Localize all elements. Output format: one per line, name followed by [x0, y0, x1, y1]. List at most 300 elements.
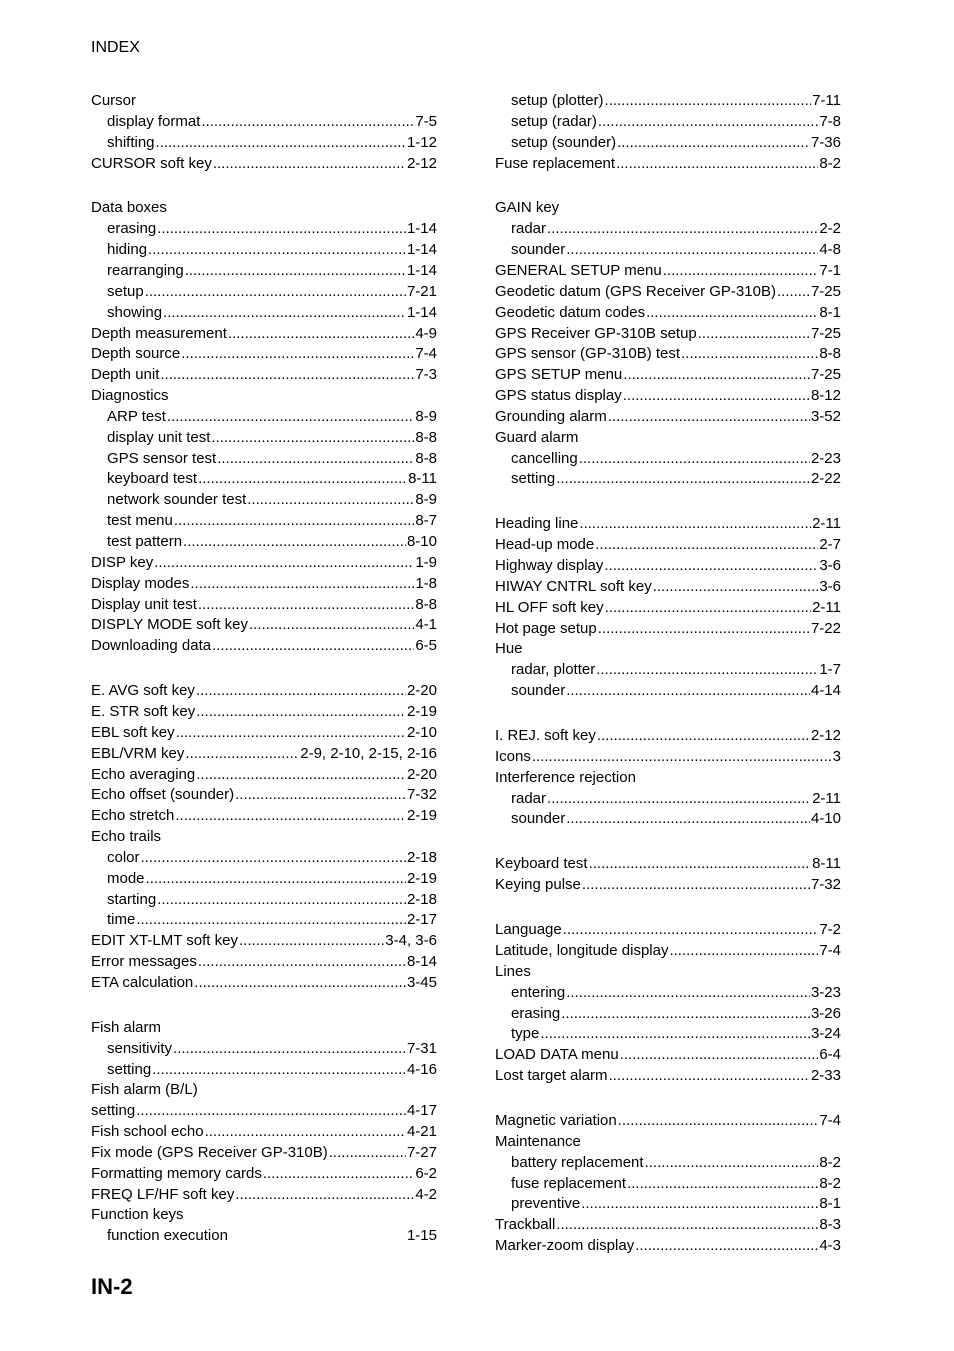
entry-term: Error messages — [91, 953, 197, 971]
entry-page-ref: 3-24 — [810, 1025, 841, 1043]
entry-term: GPS status display — [495, 387, 622, 405]
entry-term: GPS sensor (GP-310B) test — [495, 345, 681, 363]
index-subentry — [495, 219, 841, 240]
dot-leader — [556, 1215, 818, 1236]
dot-leader — [239, 931, 384, 952]
dot-leader — [596, 660, 818, 681]
index-entry — [91, 324, 437, 345]
entry-page-ref: 8-8 — [415, 449, 437, 467]
index-entry — [91, 827, 437, 848]
index-entry — [91, 154, 437, 175]
entry-term: EDIT XT-LMT soft key — [91, 932, 238, 950]
entry-page-ref: 4-21 — [406, 1123, 437, 1141]
entry-term: sensitivity — [107, 1039, 173, 1057]
index-entry — [495, 1045, 841, 1066]
dot-leader — [547, 789, 811, 810]
dot-leader — [556, 469, 810, 490]
entry-term: Hot page setup — [495, 619, 597, 637]
index-column-left — [91, 91, 437, 1247]
entry-term: Keyboard test — [495, 855, 588, 873]
index-subentry — [91, 133, 437, 154]
dot-leader — [196, 765, 406, 786]
index-entry — [91, 636, 437, 657]
entry-term: setup (radar) — [511, 112, 597, 130]
dot-leader — [136, 1101, 406, 1122]
index-subentry — [91, 219, 437, 240]
entry-page-ref: 2-19 — [406, 702, 437, 720]
index-subentry — [91, 1226, 437, 1247]
index-entry — [495, 344, 841, 365]
dot-leader — [217, 449, 414, 470]
dot-leader — [669, 941, 818, 962]
dot-leader — [183, 532, 406, 553]
entry-page-ref: 4-1 — [415, 616, 437, 634]
entry-term: EBL soft key — [91, 723, 175, 741]
entry-page-ref: 2-18 — [406, 890, 437, 908]
index-subentry — [495, 809, 841, 830]
dot-leader — [618, 1111, 819, 1132]
entry-term: GPS SETUP menu — [495, 366, 623, 384]
index-subentry — [495, 789, 841, 810]
dot-leader — [185, 744, 299, 765]
index-subentry — [495, 1194, 841, 1215]
entry-page-ref: 6-5 — [415, 637, 437, 655]
dot-leader — [235, 785, 406, 806]
entry-term: test pattern — [107, 532, 183, 550]
entry-term: Icons — [495, 747, 531, 765]
dot-leader — [211, 428, 414, 449]
entry-term: network sounder test — [107, 491, 247, 509]
entry-term: mode — [107, 869, 145, 887]
entry-term: Fish alarm (B/L) — [91, 1081, 198, 1099]
entry-term: setup — [107, 282, 144, 300]
index-subentry — [91, 910, 437, 931]
index-subentry — [495, 112, 841, 133]
section-gap — [495, 490, 841, 514]
entry-term: display unit test — [107, 428, 211, 446]
index-entry — [91, 595, 437, 616]
index-entry — [91, 615, 437, 636]
entry-term: Function keys — [91, 1206, 184, 1224]
entry-term: I. REJ. soft key — [495, 727, 596, 745]
entry-page-ref: 7-4 — [415, 345, 437, 363]
entry-page-ref: 7-22 — [810, 619, 841, 637]
entry-term: Display modes — [91, 574, 190, 592]
dot-leader — [605, 91, 812, 112]
entry-term: Echo stretch — [91, 807, 175, 825]
entry-page-ref: 2-17 — [406, 911, 437, 929]
page-number: IN-2 — [91, 1274, 133, 1299]
entry-page-ref: 3 — [832, 747, 841, 765]
entry-term: radar, plotter — [511, 661, 596, 679]
index-entry — [495, 1132, 841, 1153]
index-subentry — [91, 1039, 437, 1060]
entry-page-ref: 4-10 — [810, 810, 841, 828]
entry-page-ref: 8-7 — [415, 512, 437, 530]
entry-term: Depth unit — [91, 366, 160, 384]
dot-leader — [623, 365, 810, 386]
entry-term: battery replacement — [511, 1153, 644, 1171]
index-entry — [495, 639, 841, 660]
entry-page-ref: 3-52 — [810, 407, 841, 425]
index-entry — [495, 1111, 841, 1132]
dot-leader — [698, 324, 810, 345]
entry-term: color — [107, 848, 140, 866]
entry-term: entering — [511, 983, 566, 1001]
entry-page-ref: 7-31 — [406, 1039, 437, 1057]
entry-page-ref: 2-12 — [810, 727, 841, 745]
entry-term: Magnetic variation — [495, 1112, 617, 1129]
index-entry — [91, 723, 437, 744]
entry-term: Language — [495, 921, 562, 939]
index-entry — [495, 619, 841, 640]
index-entry — [495, 1066, 841, 1087]
entry-term: Depth source — [91, 345, 181, 363]
entry-term: HL OFF soft key — [495, 598, 604, 616]
entry-page-ref: 3-4, 3-6 — [385, 932, 437, 950]
entry-term: Cursor — [91, 92, 137, 109]
entry-page-ref: 2-7 — [819, 536, 841, 554]
dot-leader — [160, 365, 414, 386]
entry-term: Fish alarm — [91, 1018, 162, 1036]
dot-leader — [157, 219, 406, 240]
index-subentry — [91, 112, 437, 133]
dot-leader — [566, 809, 810, 830]
entry-page-ref: 1-14 — [406, 220, 437, 238]
entry-term: setting — [91, 1102, 136, 1120]
index-subentry — [91, 240, 437, 261]
entry-term: HIWAY CNTRL soft key — [495, 577, 652, 595]
index-entry — [495, 598, 841, 619]
index-entry — [91, 765, 437, 786]
entry-term: Echo offset (sounder) — [91, 786, 235, 804]
dot-leader — [616, 154, 818, 175]
index-subentry — [495, 1024, 841, 1045]
section-gap — [495, 702, 841, 726]
dot-leader — [163, 303, 406, 324]
dot-leader — [196, 702, 406, 723]
entry-term: rearranging — [107, 262, 184, 279]
dot-leader — [157, 890, 406, 911]
entry-page-ref: 8-2 — [819, 154, 841, 172]
dot-leader — [566, 240, 818, 261]
entry-page-ref: 2-11 — [812, 789, 841, 807]
entry-page-ref: 8-1 — [819, 303, 841, 321]
entry-page-ref: 2-20 — [406, 682, 437, 700]
dot-leader — [597, 726, 810, 747]
index-entry — [495, 154, 841, 175]
entry-term: Lines — [495, 962, 531, 980]
dot-leader — [598, 112, 818, 133]
entry-page-ref: 2-2 — [819, 220, 841, 238]
entry-term: GPS Receiver GP-310B setup — [495, 324, 697, 342]
entry-term: shifting — [107, 133, 155, 151]
entry-term: Geodetic datum codes — [495, 303, 646, 321]
entry-term: GAIN key — [495, 199, 560, 217]
entry-term: GENERAL SETUP menu — [495, 262, 662, 279]
index-entry — [495, 198, 841, 219]
entry-page-ref: 7-27 — [406, 1143, 437, 1161]
dot-leader — [249, 615, 414, 636]
index-subentry — [91, 848, 437, 869]
entry-page-ref: 1-14 — [406, 262, 437, 279]
index-entry — [495, 556, 841, 577]
section-gap — [91, 657, 437, 681]
index-subentry — [91, 428, 437, 449]
entry-term: ETA calculation — [91, 973, 194, 991]
entry-term: Echo trails — [91, 828, 162, 846]
entry-term: Echo averaging — [91, 765, 196, 783]
entry-term: Fish school echo — [91, 1123, 204, 1141]
entry-page-ref: 7-11 — [812, 92, 841, 109]
dot-leader — [176, 723, 406, 744]
index-entry — [91, 1101, 437, 1122]
index-entry — [495, 261, 841, 282]
index-entry — [495, 962, 841, 983]
entry-page-ref: 1-14 — [406, 241, 437, 259]
dot-leader — [174, 511, 414, 532]
entry-page-ref: 7-5 — [415, 112, 437, 130]
index-entry — [495, 1236, 841, 1257]
dot-leader — [582, 875, 810, 896]
entry-page-ref: 8-10 — [406, 532, 437, 550]
entry-page-ref: 8-3 — [819, 1216, 841, 1234]
dot-leader — [620, 1045, 819, 1066]
dot-leader — [152, 1060, 406, 1081]
index-entry — [495, 535, 841, 556]
entry-term: Diagnostics — [91, 387, 169, 405]
dot-leader — [635, 1236, 818, 1257]
index-subentry — [495, 449, 841, 470]
entry-term: LOAD DATA menu — [495, 1046, 619, 1064]
index-subentry — [91, 469, 437, 490]
dot-leader — [566, 681, 810, 702]
entry-page-ref: 8-14 — [406, 953, 437, 971]
index-entry — [91, 344, 437, 365]
entry-term: Marker-zoom display — [495, 1237, 635, 1255]
index-entry — [495, 726, 841, 747]
index-subentry — [495, 133, 841, 154]
entry-page-ref: 2-9, 2-10, 2-15, 2-16 — [300, 744, 437, 762]
dot-leader — [547, 219, 818, 240]
index-entry — [91, 365, 437, 386]
index-entry — [495, 920, 841, 941]
entry-term: fuse replacement — [511, 1174, 627, 1192]
dot-leader — [609, 1066, 810, 1087]
entry-term: type — [511, 1025, 540, 1043]
dot-leader — [566, 983, 810, 1004]
entry-term: Guard alarm — [495, 428, 579, 446]
dot-leader — [579, 449, 810, 470]
index-entry — [91, 574, 437, 595]
index-entry — [91, 785, 437, 806]
index-subentry — [91, 303, 437, 324]
entry-page-ref: 7-25 — [810, 366, 841, 384]
entry-page-ref: 8-2 — [819, 1153, 841, 1171]
entry-term: Fix mode (GPS Receiver GP-310B) — [91, 1143, 328, 1161]
index-subentry — [495, 1004, 841, 1025]
entry-page-ref: 2-23 — [810, 449, 841, 467]
entry-term: preventive — [511, 1195, 581, 1213]
dot-leader — [156, 133, 406, 154]
entry-page-ref: 4-3 — [819, 1237, 841, 1255]
entry-page-ref: 3-23 — [810, 983, 841, 1001]
index-subentry — [91, 869, 437, 890]
index-entry — [91, 1185, 437, 1206]
index-entry — [91, 744, 437, 765]
entry-term: erasing — [107, 220, 157, 238]
dot-leader — [154, 553, 414, 574]
entry-term: DISPLY MODE soft key — [91, 616, 248, 634]
index-entry — [91, 931, 437, 952]
entry-term: keyboard test — [107, 470, 198, 488]
entry-term: cancelling — [511, 449, 578, 467]
entry-page-ref: 3-6 — [819, 557, 841, 575]
entry-page-ref: 8-9 — [415, 407, 437, 425]
entry-term: radar — [511, 789, 547, 807]
index-entry — [91, 681, 437, 702]
entry-term: setting — [107, 1060, 152, 1078]
entry-page-ref: 3-6 — [819, 577, 841, 595]
dot-leader — [777, 282, 810, 303]
section-gap — [91, 994, 437, 1018]
dot-leader — [173, 1039, 406, 1060]
dot-leader — [329, 1143, 406, 1164]
dot-leader — [175, 806, 406, 827]
index-entry — [91, 1018, 437, 1039]
section-gap — [495, 1087, 841, 1111]
index-entry — [91, 806, 437, 827]
index-entry — [495, 747, 841, 768]
dot-leader — [681, 344, 818, 365]
index-entry — [495, 282, 841, 303]
dot-leader — [146, 869, 406, 890]
index-entry — [91, 1143, 437, 1164]
entry-page-ref: 8-8 — [819, 345, 841, 363]
entry-page-ref: 2-11 — [812, 598, 841, 616]
entry-page-ref: 7-25 — [810, 282, 841, 300]
entry-term: function execution — [107, 1227, 228, 1245]
entry-page-ref: 1-14 — [406, 303, 437, 321]
index-entry — [91, 386, 437, 407]
index-entry — [91, 198, 437, 219]
entry-page-ref: 4-9 — [415, 324, 437, 342]
entry-term: Downloading data — [91, 637, 212, 655]
dot-leader — [212, 636, 414, 657]
dot-leader — [198, 469, 407, 490]
dot-leader — [605, 598, 811, 619]
entry-term: hiding — [107, 241, 148, 259]
index-subentry — [495, 240, 841, 261]
entry-page-ref: 7-32 — [406, 786, 437, 804]
index-entry — [495, 514, 841, 535]
dot-leader — [263, 1164, 414, 1185]
entry-term: Fuse replacement — [495, 154, 616, 172]
index-column-right — [495, 91, 841, 1257]
dot-leader — [540, 1024, 810, 1045]
entry-page-ref: 2-12 — [406, 154, 437, 172]
entry-page-ref: 6-4 — [819, 1046, 841, 1064]
index-subentry — [91, 449, 437, 470]
entry-term: CURSOR soft key — [91, 154, 212, 172]
index-entry — [91, 91, 437, 112]
entry-page-ref: 2-19 — [406, 869, 437, 887]
index-entry — [495, 386, 841, 407]
entry-term: display format — [107, 112, 201, 130]
dot-leader — [190, 574, 414, 595]
entry-term: starting — [107, 890, 157, 908]
dot-leader — [561, 1004, 810, 1025]
entry-page-ref: 1-9 — [415, 553, 437, 571]
entry-term: test menu — [107, 512, 173, 530]
entry-page-ref: 3-45 — [406, 973, 437, 991]
entry-term: Formatting memory cards — [91, 1164, 262, 1182]
entry-term: Data boxes — [91, 199, 167, 217]
running-header: INDEX — [91, 39, 140, 56]
dot-leader — [145, 282, 406, 303]
entry-page-ref: 7-4 — [819, 1112, 841, 1129]
index-entry — [495, 407, 841, 428]
dot-leader — [185, 261, 406, 282]
entry-term: sounder — [511, 241, 566, 259]
entry-term: Geodetic datum (GPS Receiver GP-310B) — [495, 282, 776, 300]
index-subentry — [91, 490, 437, 511]
index-subentry — [495, 469, 841, 490]
entry-page-ref: 2-10 — [406, 723, 437, 741]
entry-term: Hue — [495, 640, 523, 658]
dot-leader — [194, 973, 406, 994]
index-subentry — [91, 261, 437, 282]
dot-leader — [228, 324, 414, 345]
entry-term: showing — [107, 303, 163, 321]
dot-leader — [608, 407, 810, 428]
entry-page-ref: 4-16 — [406, 1060, 437, 1078]
index-entry — [495, 854, 841, 875]
entry-page-ref: 8-8 — [415, 428, 437, 446]
index-entry — [91, 702, 437, 723]
entry-term: Head-up mode — [495, 536, 595, 554]
entry-page-ref: 2-18 — [406, 848, 437, 866]
entry-term: FREQ LF/HF soft key — [91, 1185, 235, 1203]
entry-page-ref: 1-7 — [819, 661, 841, 679]
index-entry — [91, 1205, 437, 1226]
entry-page-ref: 2-19 — [406, 807, 437, 825]
entry-term: Latitude, longitude display — [495, 942, 669, 959]
entry-page-ref: 2-33 — [810, 1067, 841, 1085]
entry-page-ref: 8-11 — [408, 470, 437, 488]
entry-page-ref: 8-1 — [819, 1195, 841, 1213]
dot-leader — [663, 261, 819, 282]
entry-term: time — [107, 911, 136, 929]
dot-leader — [589, 854, 812, 875]
index-subentry — [91, 890, 437, 911]
entry-term: Maintenance — [495, 1132, 581, 1150]
index-entry — [495, 324, 841, 345]
index-entry — [495, 875, 841, 896]
index-entry — [91, 1080, 437, 1101]
entry-term: ARP test — [107, 407, 166, 425]
entry-term: Trackball — [495, 1216, 556, 1234]
index-subentry — [91, 1060, 437, 1081]
entry-term: Heading line — [495, 515, 579, 533]
entry-page-ref: 3-26 — [810, 1004, 841, 1022]
index-subentry — [91, 532, 437, 553]
dot-leader — [198, 595, 414, 616]
dot-leader — [604, 556, 818, 577]
dot-leader — [646, 303, 818, 324]
dot-leader — [581, 1194, 818, 1215]
entry-page-ref: 7-21 — [406, 282, 437, 300]
